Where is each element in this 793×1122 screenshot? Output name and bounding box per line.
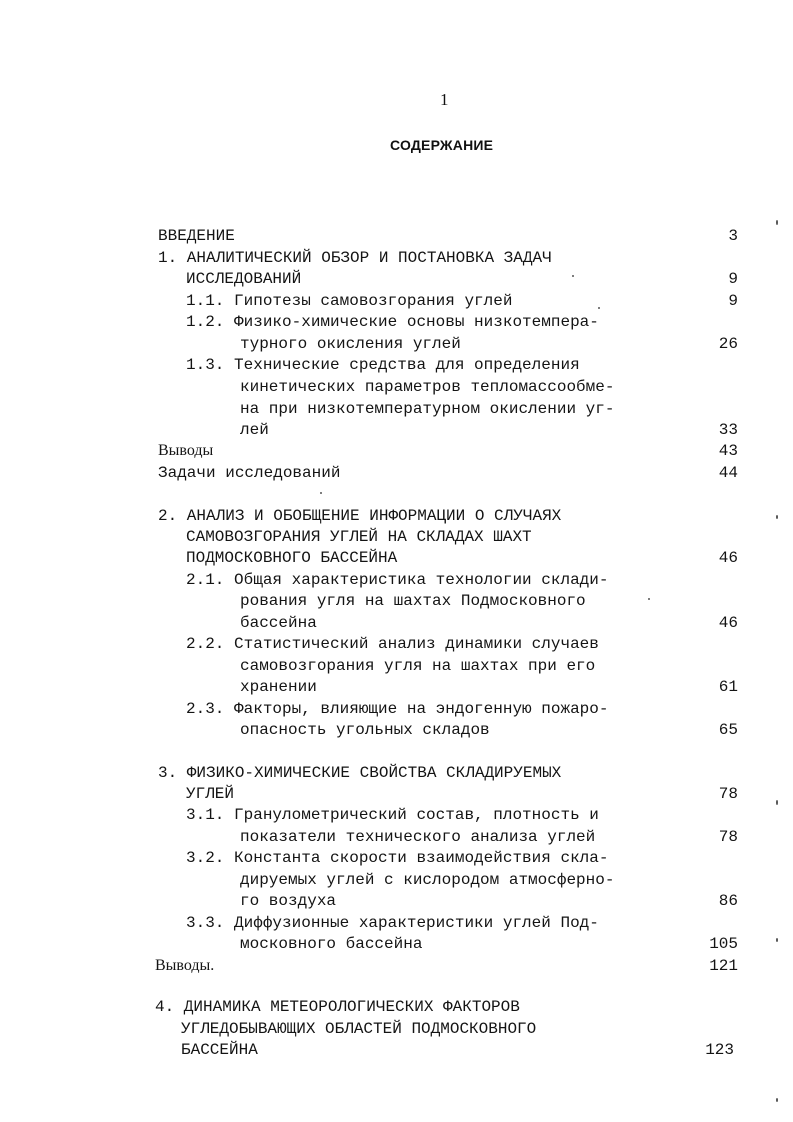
toc-section: 1.1. Гипотезы самовозгорания углей [186, 292, 513, 310]
toc-section: 2.2. Статистический анализ динамики случаев [186, 635, 599, 653]
toc-section-cont: самовозгорания угля на шахтах при его [240, 657, 596, 675]
toc-chapter-heading: 4. ДИНАМИКА МЕТЕОРОЛОГИЧЕСКИХ ФАКТОРОВ [155, 998, 520, 1016]
toc-section-cont: дируемых углей с кислородом атмосферно- [240, 871, 615, 889]
toc-section: 2.3. Факторы, влияющие на эндогенную пожаро- [186, 700, 609, 718]
scan-speck [572, 275, 574, 277]
scan-speck [776, 800, 778, 805]
toc-section-cont: московного бассейна [240, 935, 423, 953]
toc-entry-text: ВВЕДЕНИЕ [158, 227, 235, 245]
toc-section: 2.1. Общая характеристика технологии склади- [186, 571, 609, 589]
scan-speck [776, 220, 778, 225]
toc-entry-page: 65 [718, 721, 738, 739]
scan-speck [776, 1098, 778, 1102]
toc-chapter-heading-cont: ИССЛЕДОВАНИЙ [186, 270, 302, 288]
toc-chapter-heading: 3. ФИЗИКО-ХИМИЧЕСКИЕ СВОЙСТВА СКЛАДИРУЕМЫХ [158, 764, 562, 782]
scan-speck [648, 598, 650, 600]
toc-section-cont: турного окисления углей [240, 335, 461, 353]
scan-speck [598, 307, 600, 309]
scan-speck [320, 492, 322, 494]
page-title: СОДЕРЖАНИЕ [390, 137, 494, 153]
toc-entry-page: 61 [718, 678, 738, 696]
toc-entry-page: 105 [709, 935, 738, 953]
toc-section: 3.2. Константа скорости взаимодействия скла- [186, 849, 609, 867]
toc-entry-page: 78 [718, 828, 738, 846]
toc-entry-page: 44 [718, 464, 738, 482]
toc-entry-page: 46 [718, 614, 738, 632]
toc-section-cont: показатели технического анализа углей [240, 828, 596, 846]
toc-section-cont: хранении [240, 678, 317, 696]
toc-conclusions: Выводы. [155, 957, 215, 974]
toc-section-cont: опасность угольных складов [240, 721, 490, 739]
toc-section: 3.3. Диффузионные характеристики углей Под- [186, 914, 599, 932]
toc-entry-page: 26 [718, 335, 738, 353]
toc-entry-page: 86 [718, 892, 738, 910]
toc-chapter-heading-cont: ПОДМОСКОВНОГО БАССЕЙНА [186, 549, 398, 567]
toc-section: 3.1. Гранулометрический состав, плотность и [186, 806, 599, 824]
toc-conclusions: Выводы [158, 442, 214, 459]
toc-entry-page: 46 [718, 549, 738, 567]
toc-section-cont: на при низкотемпературном окислении уг- [240, 400, 615, 418]
scan-speck [776, 515, 778, 519]
toc-entry-page: 123 [705, 1041, 734, 1059]
toc-chapter-heading-cont: БАССЕЙНА [181, 1041, 258, 1059]
toc-chapter-heading-cont: УГЛЕДОБЫВАЮЩИХ ОБЛАСТЕЙ ПОДМОСКОВНОГО [181, 1020, 537, 1038]
toc-entry-page: 9 [728, 270, 738, 288]
toc-entry-page: 121 [709, 957, 738, 975]
toc-chapter-heading-cont: САМОВОЗГОРАНИЯ УГЛЕЙ НА СКЛАДАХ ШАХТ [186, 528, 532, 546]
toc-section-cont: рования угля на шахтах Подмосковного [240, 592, 586, 610]
toc-chapter-heading: 1. АНАЛИТИЧЕСКИЙ ОБЗОР И ПОСТАНОВКА ЗАДАЧ [158, 249, 552, 267]
toc-tasks: Задачи исследований [158, 464, 341, 482]
toc-section: 1.2. Физико-химические основы низкотемпера- [186, 313, 599, 331]
toc-section-cont: бассейна [240, 614, 317, 632]
toc-entry-page: 33 [718, 421, 738, 439]
toc-entry-page: 9 [728, 292, 738, 310]
toc-entry-page: 78 [718, 785, 738, 803]
toc-section-cont: кинетических параметров тепломассообме- [240, 378, 615, 396]
toc-chapter-heading: 2. АНАЛИЗ И ОБОБЩЕНИЕ ИНФОРМАЦИИ О СЛУЧАЯХ [158, 507, 562, 525]
page-number: 1 [440, 90, 449, 109]
toc-entry-page: 43 [718, 442, 738, 460]
toc-chapter-heading-cont: УГЛЕЙ [186, 785, 235, 803]
toc-section-cont: лей [240, 421, 269, 439]
toc-section: 1.3. Технические средства для определения [186, 356, 580, 374]
toc-entry-page: 3 [728, 227, 738, 245]
toc-section-cont: го воздуха [240, 892, 337, 910]
scan-speck [776, 938, 778, 942]
